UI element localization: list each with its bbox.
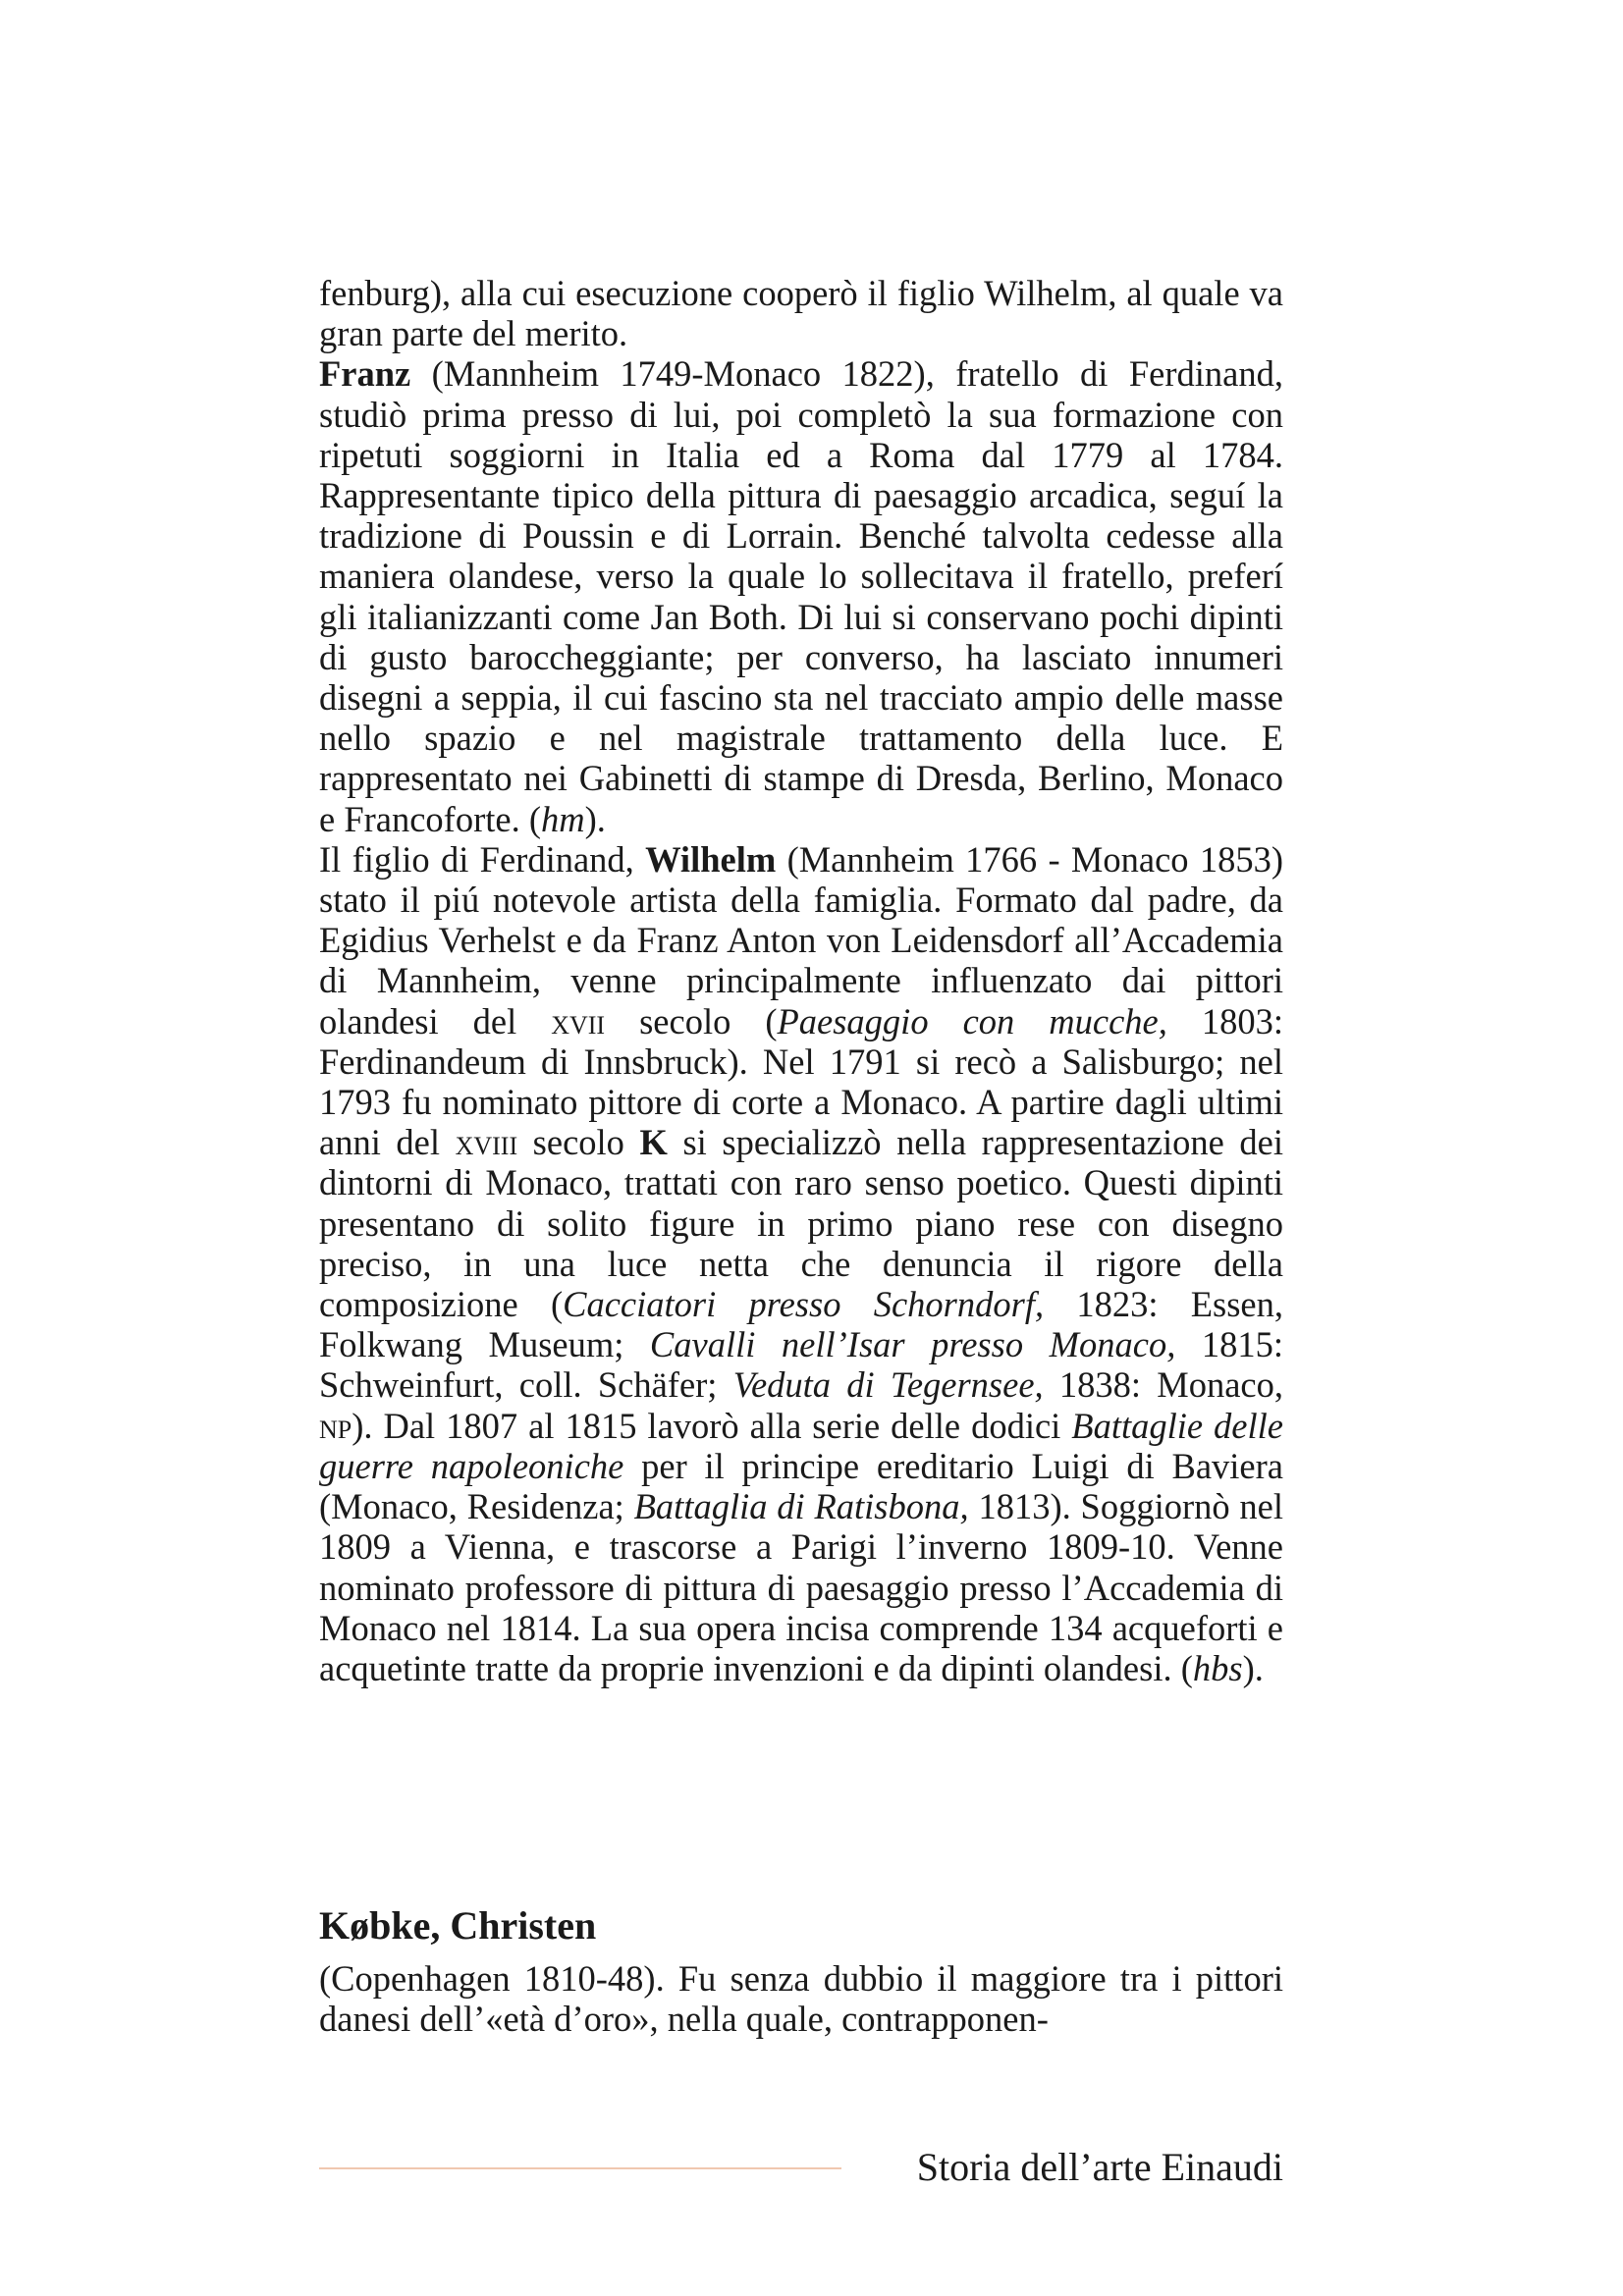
small-caps-text: np xyxy=(319,1405,352,1446)
italic-text: Cacciatori presso Schorndorf, xyxy=(563,1284,1045,1325)
text-run: per il principe ereditario Luigi di Baviera (Monaco, Residenza; xyxy=(319,1445,1283,1527)
italic-text: hm xyxy=(541,798,585,839)
text-run: secolo ( xyxy=(605,1000,778,1041)
text-run: secolo xyxy=(517,1122,640,1163)
paragraph-wilhelm xyxy=(319,839,1283,1688)
text-run: 1803: Ferdinandeum di Innsbruck). Nel 1791 si recò a Salisburgo; nel 1793 fu nominato pittore di corte a Monaco. A partire dagli ultimi anni del xyxy=(319,1000,1283,1163)
text-run: 1838: Monaco, xyxy=(1043,1364,1284,1406)
footer-title: Storia dell’arte Einaudi xyxy=(916,2145,1283,2189)
text-run: fenburg), alla cui esecuzione cooperò il figlio Wilhelm, al quale va gran parte del merito. xyxy=(319,273,1283,354)
text-run: ). Dal 1807 al 1815 lavorò alla serie delle dodici xyxy=(352,1405,1072,1446)
italic-text: Battaglie delle guerre napoleoniche xyxy=(319,1405,1283,1486)
footer-rule xyxy=(319,2167,841,2169)
text-run: (Mannheim 1749-Monaco 1822), fratello di Ferdinand, studiò prima presso di lui, poi completò la sua formazione con ripetuti soggiorni in Italia ed a Roma dal 1779 al 1784. Rappresentante tipico della pittura di paesaggio arcadica, seguí la tradizione di Poussin e di Lorrain. Benché talvolta cedesse alla maniera olandese, verso la quale lo sollecitava il fratello, preferí gli italianizzanti come Jan Both. Di lui si conservano pochi dipinti di gusto baroccheggiante; per converso, ha lasciato innumeri disegni a seppia, il cui fascino sta nel tracciato ampio delle masse nello spazio e nel magistrale trattamento della luce. E rappresentato nei Gabinetti di stampe di Dresda, Berlino, Monaco e Francoforte. ( xyxy=(319,353,1283,839)
entry-text: (Copenhagen 1810-48). Fu senza dubbio il maggiore tra i pittori danesi dell’«età d’oro», nella quale, contrapponen- xyxy=(319,1958,1283,2040)
small-caps-text: xviii xyxy=(455,1122,518,1163)
text-run: 1815: Schweinfurt, coll. Schäfer; xyxy=(319,1324,1283,1406)
article-body xyxy=(319,273,1283,1688)
small-caps-text: xvii xyxy=(551,1000,606,1041)
bold-name: K xyxy=(639,1122,668,1163)
text-run: si specializzò nella rappresentazione dei dintorni di Monaco, trattati con raro senso poetico. Questi dipinti presentano di solito figure in primo piano rese con disegno preciso, in una luce netta che denuncia il rigore della composizione ( xyxy=(319,1122,1284,1325)
text-run: ). xyxy=(584,798,606,839)
italic-text: hbs xyxy=(1192,1647,1243,1688)
text-run: ). xyxy=(1242,1647,1264,1688)
text-run: 1823: Essen, Folkwang Museum; xyxy=(319,1284,1284,1365)
italic-text: Paesaggio con mucche, xyxy=(777,1000,1167,1041)
italic-text: Cavalli nell’Isar presso Monaco, xyxy=(649,1324,1176,1365)
bold-name: Wilhelm xyxy=(645,838,777,880)
italic-text: Veduta di Tegernsee, xyxy=(732,1364,1044,1406)
text-run: Il figlio di Ferdinand, xyxy=(319,838,646,880)
text-run: 1813). Soggiornò nel 1809 a Vienna, e trascorse a Parigi l’inverno 1809-10. Venne nominato professore di pittura di paesaggio presso l’Accademia di Monaco nel 1814. La sua opera incisa comprende 134 acqueforti e acquetinte tratte da proprie invenzioni e da dipinti olandesi. ( xyxy=(319,1486,1283,1688)
italic-text: Battaglia di Ratisbona, xyxy=(633,1486,969,1527)
bold-name: Franz xyxy=(319,353,411,395)
paragraph-ferdinand-end xyxy=(319,273,1283,353)
paragraph-franz xyxy=(319,353,1283,838)
entry-heading: Købke, Christen xyxy=(319,1903,597,1948)
text-run: (Mannheim 1766 - Monaco 1853) stato il piú notevole artista della famiglia. Formato dal padre, da Egidius Verhelst e da Franz Anton von Leidensdorf all’Accademia di Mannheim, venne principalmente influenzato dai pittori olandesi del xyxy=(319,838,1283,1041)
